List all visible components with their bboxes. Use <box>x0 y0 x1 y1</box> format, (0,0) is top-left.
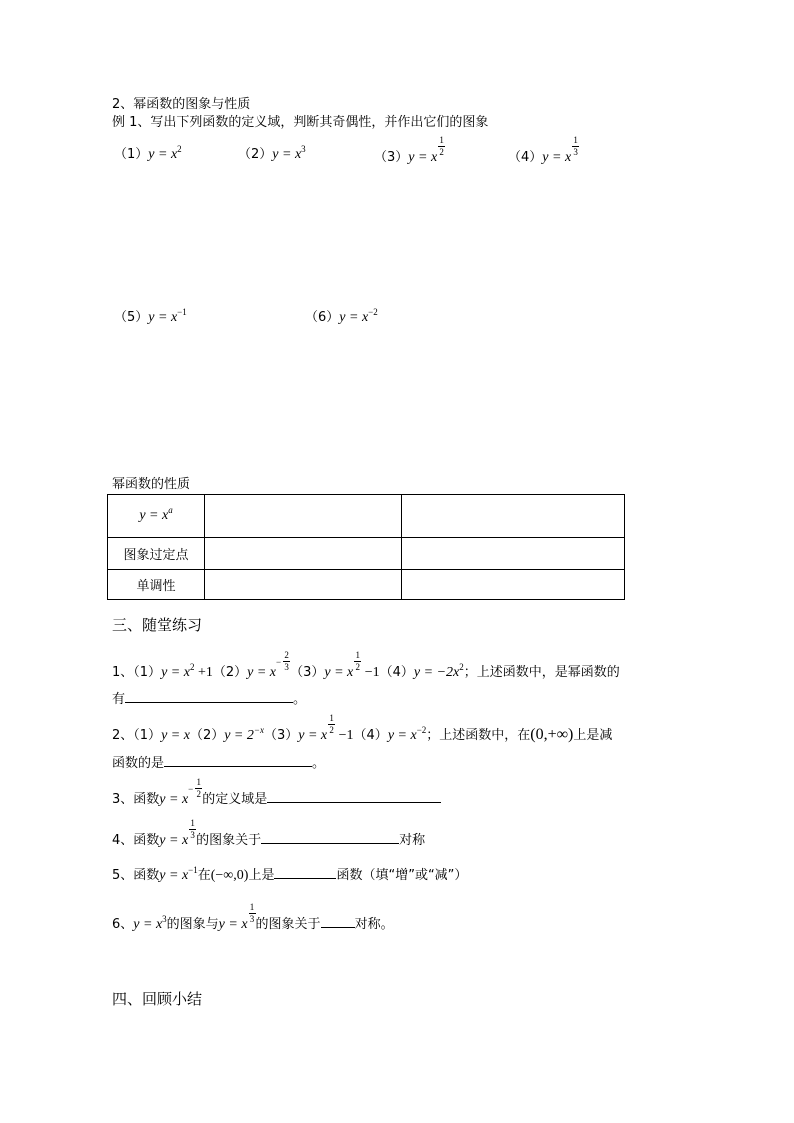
ex1-label-3: （3） <box>290 665 325 680</box>
item-5-exp: −1 <box>177 307 187 317</box>
row-1-label <box>108 495 205 538</box>
ex6-func-2: y = x <box>218 917 248 932</box>
ex3-minus: − <box>188 783 194 794</box>
ex6-mid-2: 的图象关于 <box>255 917 321 932</box>
ex2-label-1: （1） <box>133 728 162 743</box>
ex4-post: 对称 <box>399 833 426 848</box>
item-4 <box>508 135 579 168</box>
ex6-mid-1: 的图象与 <box>166 917 219 932</box>
ex1-func-3-num: 1 <box>355 650 360 660</box>
item-4-label: （4） <box>508 150 543 165</box>
ex1-answer-blank[interactable] <box>125 688 293 703</box>
exercise-3 <box>112 777 441 810</box>
ex1-func-1-exp: 2 <box>189 662 195 672</box>
ex1-label-2: （2） <box>212 665 248 680</box>
item-4-fraction <box>572 136 579 157</box>
ex4-func: y = x <box>159 833 189 848</box>
ex2-label-2: （2） <box>189 728 225 743</box>
item-1-expr: y = x <box>148 147 178 162</box>
table-row <box>108 570 625 600</box>
ex1-func-3-den: 2 <box>355 662 360 672</box>
ex3-pre: 3、函数 <box>112 792 160 807</box>
ex3-func: y = x <box>159 792 189 807</box>
ex2-func-3-tail: −1 <box>335 728 354 743</box>
ex6-func-2-exp <box>249 903 256 924</box>
row-1-cell-1[interactable] <box>205 495 402 538</box>
ex2-label-4: （4） <box>353 728 388 743</box>
item-3-label: （3） <box>374 150 409 165</box>
ex3-func-exp <box>188 778 202 799</box>
row-2-label: 图象过定点 <box>108 538 205 570</box>
properties-title: 幂函数的性质 <box>112 477 191 492</box>
item-6-label: （6） <box>305 310 340 325</box>
ex3-num: 1 <box>196 777 201 787</box>
row-3-cell-1[interactable] <box>205 570 402 600</box>
properties-table <box>107 494 625 600</box>
ex2-func-3-num: 1 <box>329 713 334 723</box>
item-1 <box>114 144 182 163</box>
ex6-func-1: y = x <box>133 917 163 932</box>
ex2-func-4-exp: −2 <box>416 725 427 735</box>
row-1-expr: y = x <box>139 508 169 523</box>
ex3-post: 的定义域是 <box>202 792 268 807</box>
ex5-interval: (−∞,0) <box>210 868 249 883</box>
row-1-exp: a <box>168 505 173 515</box>
ex1-func-4: y = −2x <box>413 665 460 680</box>
ex1-func-3: y = x <box>324 665 354 680</box>
ex5-func: y = x <box>159 868 189 883</box>
ex4-answer-blank[interactable] <box>261 829 399 844</box>
exercise-4 <box>112 818 426 851</box>
exercise-1-number: 1、 <box>112 665 134 680</box>
ex6-func-1-exp: 3 <box>162 914 167 924</box>
item-4-den: 3 <box>573 147 578 157</box>
ex1-func-2: y = x <box>247 665 276 680</box>
ex5-exp: −1 <box>188 865 198 875</box>
ex1-label-1: （1） <box>133 665 162 680</box>
ex2-func-4: y = x <box>387 728 417 743</box>
table-row <box>108 538 625 570</box>
section-4-title: 四、回顾小结 <box>112 990 203 1008</box>
ex6-den: 3 <box>249 914 255 924</box>
ex2-answer-blank[interactable] <box>164 752 312 767</box>
item-3 <box>374 135 445 168</box>
ex5-pre: 5、函数 <box>112 868 160 883</box>
ex1-end: 。 <box>293 692 307 707</box>
item-6 <box>305 307 378 326</box>
ex4-den: 3 <box>190 830 195 840</box>
ex1-func-2-den: 3 <box>284 662 289 672</box>
item-5-expr: y = x <box>148 310 178 325</box>
ex2-func-2-exp: −x <box>253 725 264 735</box>
item-6-exp: −2 <box>368 307 378 317</box>
ex2-tail-2: 上是减 <box>573 728 613 743</box>
row-2-cell-1[interactable] <box>205 538 402 570</box>
ex4-mid: 的图象关于 <box>196 833 262 848</box>
item-3-fraction <box>438 136 445 157</box>
ex1-func-2-exp <box>276 651 290 672</box>
ex1-tail: ；上述函数中，是幂函数的 <box>463 665 620 680</box>
ex6-num: 1 <box>249 902 255 912</box>
section-2-title: 2、幂函数的图象与性质 <box>112 97 251 112</box>
ex6-post: 对称。 <box>354 917 394 932</box>
ex1-func-3-tail: −1 <box>361 665 380 680</box>
ex6-pre: 6、 <box>112 917 134 932</box>
section-3-title: 三、随堂练习 <box>112 616 203 634</box>
item-2-expr: y = x <box>272 147 302 162</box>
exercise-1-line-2 <box>112 688 306 708</box>
ex2-tail-1: ；上述函数中，在 <box>426 728 531 743</box>
item-5 <box>114 307 187 326</box>
item-4-expr: y = x <box>542 150 572 165</box>
ex4-num: 1 <box>190 818 195 828</box>
row-3-cell-2[interactable] <box>402 570 625 600</box>
ex2-interval: (0,+∞) <box>530 726 574 743</box>
ex1-func-4-exp: 2 <box>459 662 464 672</box>
item-6-expr: y = x <box>339 310 369 325</box>
item-3-num: 1 <box>439 135 444 145</box>
example-1-prompt: 例 1、写出下列函数的定义域，判断其奇偶性，并作出它们的图象 <box>112 115 489 130</box>
ex5-mid-2: 上是 <box>248 868 275 883</box>
exercise-2-line-1 <box>112 713 613 746</box>
ex1-line-2-text: 有 <box>112 692 126 707</box>
table-row <box>108 495 625 538</box>
item-2-label: （2） <box>238 147 273 162</box>
ex4-func-exp <box>189 819 196 840</box>
item-1-label: （1） <box>114 147 149 162</box>
exercise-1-line-1 <box>112 650 620 683</box>
ex3-den: 2 <box>196 789 201 799</box>
ex1-func-2-num: 2 <box>284 650 289 660</box>
item-2 <box>238 144 306 163</box>
ex5-answer-blank[interactable] <box>274 864 336 879</box>
row-1-cell-2[interactable] <box>402 495 625 538</box>
ex1-func-2-minus: − <box>276 656 282 667</box>
item-3-expr: y = x <box>408 150 438 165</box>
ex2-line-2-text: 函数的是 <box>112 756 165 771</box>
ex1-func-3-exp <box>354 651 361 672</box>
row-3-label: 单调性 <box>108 570 205 600</box>
ex2-func-3-den: 2 <box>329 725 334 735</box>
ex6-answer-blank[interactable] <box>321 913 355 928</box>
item-5-label: （5） <box>114 310 149 325</box>
ex2-func-1: y = x <box>161 728 190 743</box>
item-4-num: 1 <box>573 135 578 145</box>
ex2-func-2: y = 2 <box>224 728 254 743</box>
exercise-2-number: 2、 <box>112 728 134 743</box>
row-2-cell-2[interactable] <box>402 538 625 570</box>
ex4-pre: 4、函数 <box>112 833 160 848</box>
item-3-den: 2 <box>439 147 444 157</box>
ex1-func-1: y = x <box>161 665 190 680</box>
ex5-post: 函数（填“增”或“减”） <box>336 868 468 883</box>
exercise-2-line-2 <box>112 752 325 772</box>
ex2-func-3-exp <box>328 714 335 735</box>
ex2-func-3: y = x <box>298 728 328 743</box>
exercise-6 <box>112 902 394 935</box>
ex3-answer-blank[interactable] <box>267 788 441 803</box>
item-2-exp: 3 <box>301 144 306 154</box>
ex1-label-4: （4） <box>379 665 414 680</box>
ex2-label-3: （3） <box>263 728 299 743</box>
exercise-5 <box>112 864 467 884</box>
ex2-end: 。 <box>312 756 326 771</box>
item-1-exp: 2 <box>177 144 182 154</box>
ex1-func-1-tail: +1 <box>194 665 213 680</box>
ex5-mid-1: 在 <box>197 868 211 883</box>
